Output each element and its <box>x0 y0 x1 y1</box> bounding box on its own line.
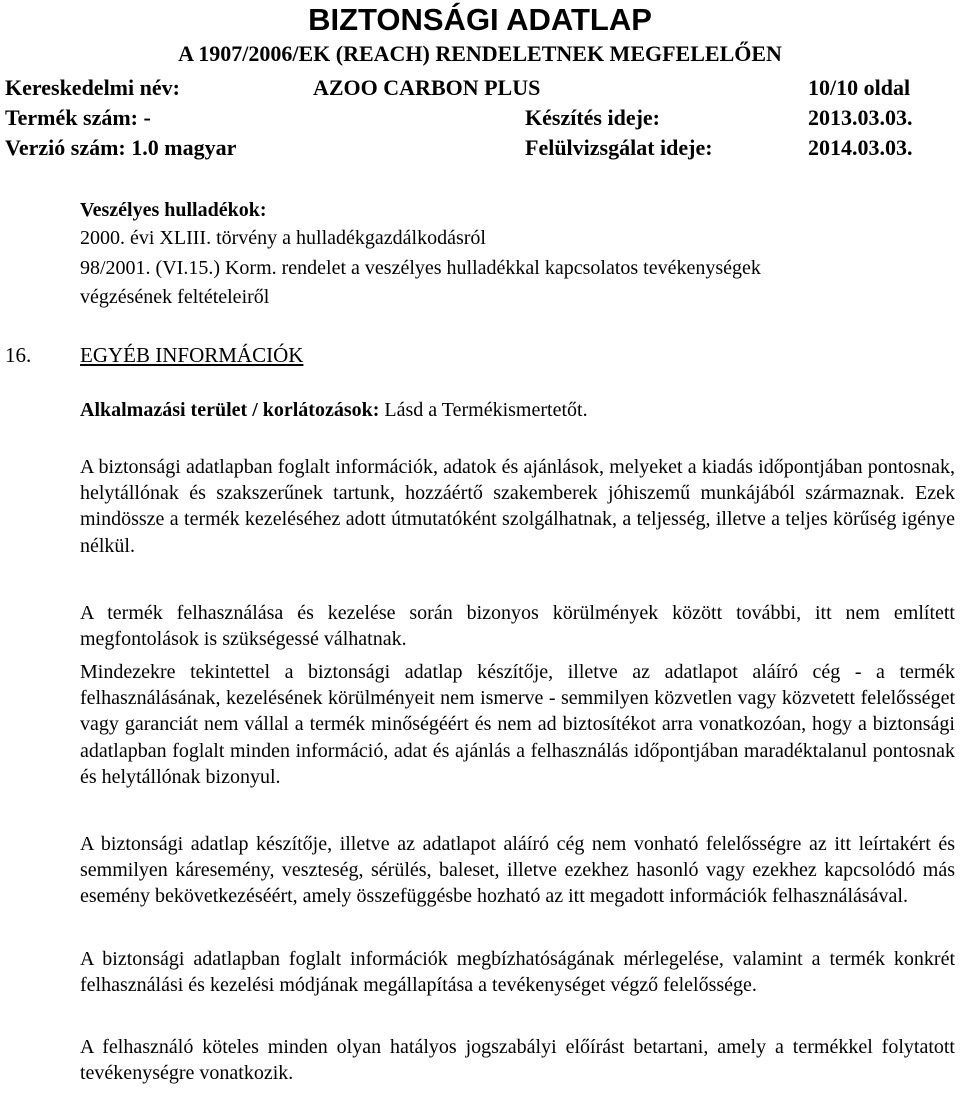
info-paragraph: A felhasználó köteles minden olyan hatályos jogszabályi előírást betartani, amely a termékkel folytatott tevékenységre vonatkozik. <box>80 1036 955 1085</box>
created-date: 2013.03.03. <box>808 105 913 130</box>
section-title: EGYÉB INFORMÁCIÓK <box>80 343 304 367</box>
info-paragraph: A biztonsági adatlap készítője, illetve az adatlapot aláíró cég nem vonható felelősségre az itt leírtakért és semmilyen káresemény, veszteség, sérülés, baleset, illetve ezekhez hasonló vagy ezekhez kapcsolódó más esemény bekövetkezéséért, amely összefüggésbe hozható az itt megadott információk felhasználásával. <box>80 833 955 908</box>
section-number: 16. <box>5 343 32 367</box>
document-subtitle: A 1907/2006/EK (REACH) RENDELETNEK MEGFELELŐEN <box>178 41 782 66</box>
application-value: Lásd a Termékismertetőt. <box>379 399 588 421</box>
version-label: Verzió szám: 1.0 magyar <box>5 135 237 160</box>
info-paragraph: A biztonsági adatlapban foglalt információk megbízhatóságának mérlegelése, valamint a termék konkrét felhasználási és kezelési módjának megállapítása a tevékenységet végző felelőssége. <box>80 948 955 997</box>
created-label: Készítés ideje: <box>525 105 660 130</box>
hazardous-waste-line: végzésének feltételeiről <box>80 286 270 308</box>
trade-name-value: AZOO CARBON PLUS <box>313 75 541 100</box>
page-info: 10/10 oldal <box>808 75 911 100</box>
application-label: Alkalmazási terület / korlátozások: <box>80 399 380 421</box>
info-paragraph: A biztonsági adatlapban foglalt információk, adatok és ajánlások, melyeket a kiadás időpontjában pontosnak, helytállónak és szakszerűnek tartunk, hozzáértő szakemberek jóhiszemű munkájából származnak. Ezek mindössze a termék kezeléséhez adott útmutatóként szolgálhatnak, a teljesség, illetve a teljes körűség igénye nélkül. <box>80 456 955 557</box>
hazardous-waste-line: 98/2001. (VI.15.) Korm. rendelet a veszélyes hulladékkal kapcsolatos tevékenységek <box>80 257 761 279</box>
document-title: BIZTONSÁGI ADATLAP <box>308 2 652 37</box>
application-area <box>80 397 588 423</box>
trade-name-label: Kereskedelmi név: <box>5 75 180 100</box>
review-date: 2014.03.03. <box>808 135 913 160</box>
hazardous-waste-title: Veszélyes hulladékok: <box>80 199 267 221</box>
review-label: Felülvizsgálat ideje: <box>525 135 713 160</box>
section-heading <box>5 342 304 368</box>
info-paragraph: Mindezekre tekintettel a biztonsági adatlap készítője, illetve az adatlapot aláíró cég - a termék felhasználásának, kezelésének körülményeit nem ismerve - semmilyen közvetlen vagy közvetett felelősséget vagy garanciát nem vállal a termék minőségéért és nem ad biztosítékot arra vonatkozóan, hogy a biztonsági adatlapban foglalt minden információ, adat és ajánlás a felhasználás időpontjában maradéktalanul pontosnak és helytállónak bizonyul. <box>80 661 955 788</box>
hazardous-waste-line: 2000. évi XLIII. törvény a hulladékgazdálkodásról <box>80 227 486 249</box>
info-paragraph: A termék felhasználása és kezelése során bizonyos körülmények között további, itt nem említett megfontolások is szükségessé válhatnak. <box>80 602 955 651</box>
product-number-label: Termék szám: - <box>5 105 151 130</box>
